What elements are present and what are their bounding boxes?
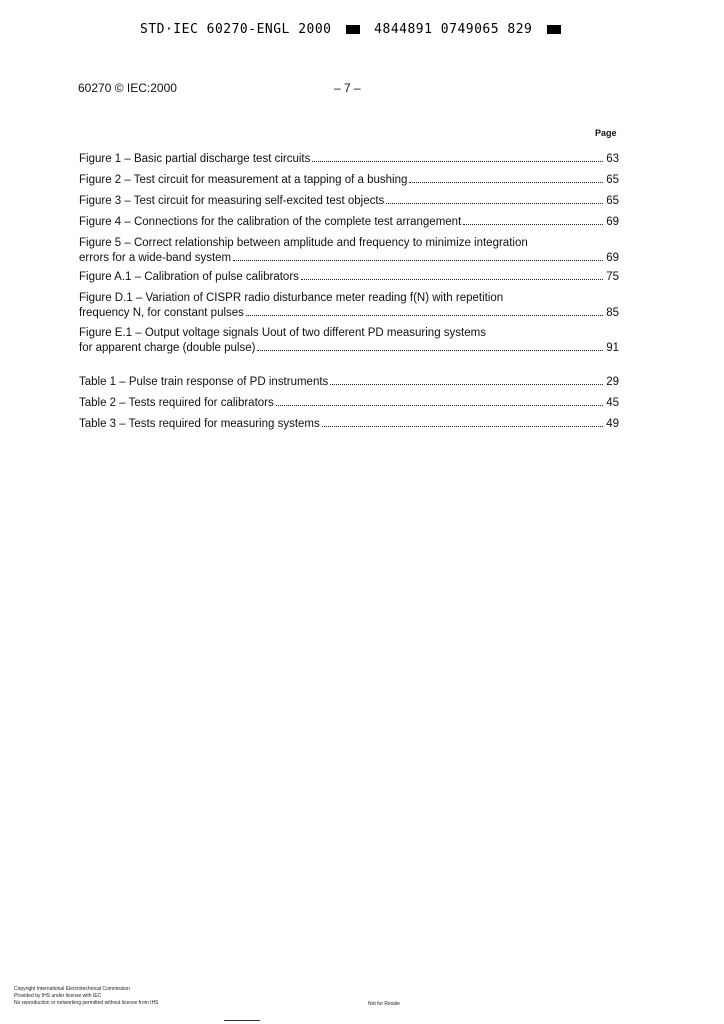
dot-leader: [330, 383, 603, 385]
copyright-footer: [14, 986, 159, 1007]
toc-entry-text: frequency N, for constant pulses: [79, 307, 244, 319]
toc-entry-text: Figure 3 – Test circuit for measuring self-excited test objects: [79, 195, 385, 207]
toc-table-entry[interactable]: [79, 396, 619, 411]
toc-entry-text: Figure 5 – Correct relationship between amplitude and frequency to minimize integration: [79, 237, 528, 249]
toc-page-number: 75: [606, 271, 619, 283]
toc-figure-entry[interactable]: [79, 236, 619, 266]
dot-leader: [409, 181, 603, 183]
page-number: – 7 –: [334, 81, 361, 95]
toc-entry-text: Figure 4 – Connections for the calibration of the complete test arrangement: [79, 216, 462, 228]
not-for-resale-note: Not for Resale: [368, 1001, 400, 1007]
toc-page-number: 49: [606, 418, 619, 430]
toc-page-number: 69: [606, 252, 619, 264]
toc-entry-text: Figure 2 – Test circuit for measurement at a tapping of a bushing: [79, 174, 408, 186]
toc-figure-entry[interactable]: [79, 152, 619, 167]
dot-leader: [312, 160, 603, 162]
toc-figure-entry[interactable]: [79, 270, 619, 285]
footer-line: Copyright International Electrotechnical Commission: [14, 986, 130, 992]
toc-page-number: 91: [606, 342, 619, 354]
dot-leader: [257, 349, 603, 351]
toc-entry-text: Figure 1 – Basic partial discharge test circuits: [79, 153, 311, 165]
dot-leader: [233, 259, 603, 261]
toc-entry-text: Figure E.1 – Output voltage signals Uout of two different PD measuring systems: [79, 327, 486, 339]
dot-leader: [322, 425, 603, 427]
dot-leader: [246, 314, 603, 316]
dot-leader: [386, 202, 603, 204]
toc-page-number: 45: [606, 397, 619, 409]
toc-entry-text: Table 2 – Tests required for calibrators: [79, 397, 274, 409]
scan-mark-divider: [224, 1020, 260, 1021]
document-reference: 60270 © IEC:2000: [78, 81, 177, 95]
footer-line: No reproduction or networking permitted without license from IHS: [14, 1000, 159, 1006]
toc-entry-text: Figure A.1 – Calibration of pulse calibrators: [79, 271, 299, 283]
toc-page-number: 69: [606, 216, 619, 228]
toc-figure-entry[interactable]: [79, 173, 619, 188]
toc-figure-entry[interactable]: [79, 291, 619, 321]
toc-figure-entry[interactable]: [79, 326, 619, 356]
toc-page-number: 65: [606, 195, 619, 207]
page-column-header: Page: [595, 128, 617, 138]
dot-leader: [463, 223, 603, 225]
toc-page-number: 29: [606, 376, 619, 388]
toc-entry-text: for apparent charge (double pulse): [79, 342, 256, 354]
toc-entry-text: errors for a wide-band system: [79, 252, 232, 264]
toc-table-entry[interactable]: [79, 375, 619, 390]
toc-figure-entry[interactable]: [79, 194, 619, 209]
toc-page-number: 85: [606, 307, 619, 319]
toc-figure-entry[interactable]: [79, 215, 619, 230]
table-of-contents: [79, 0, 619, 1024]
dot-leader: [276, 404, 603, 406]
footer-line: Provided by IHS under license with IEC: [14, 993, 102, 999]
toc-page-number: 65: [606, 174, 619, 186]
document-id-right: 4844891 0749065 829: [374, 22, 533, 37]
dot-leader: [301, 278, 603, 280]
document-id-left: STD·IEC 60270-ENGL 2000: [140, 22, 332, 37]
toc-entry-text: Figure D.1 – Variation of CISPR radio disturbance meter reading f(N) with repetition: [79, 292, 504, 304]
toc-entry-text: Table 1 – Pulse train response of PD instruments: [79, 376, 329, 388]
toc-entry-text: Table 3 – Tests required for measuring systems: [79, 418, 320, 430]
toc-page-number: 63: [606, 153, 619, 165]
toc-table-entry[interactable]: [79, 417, 619, 432]
